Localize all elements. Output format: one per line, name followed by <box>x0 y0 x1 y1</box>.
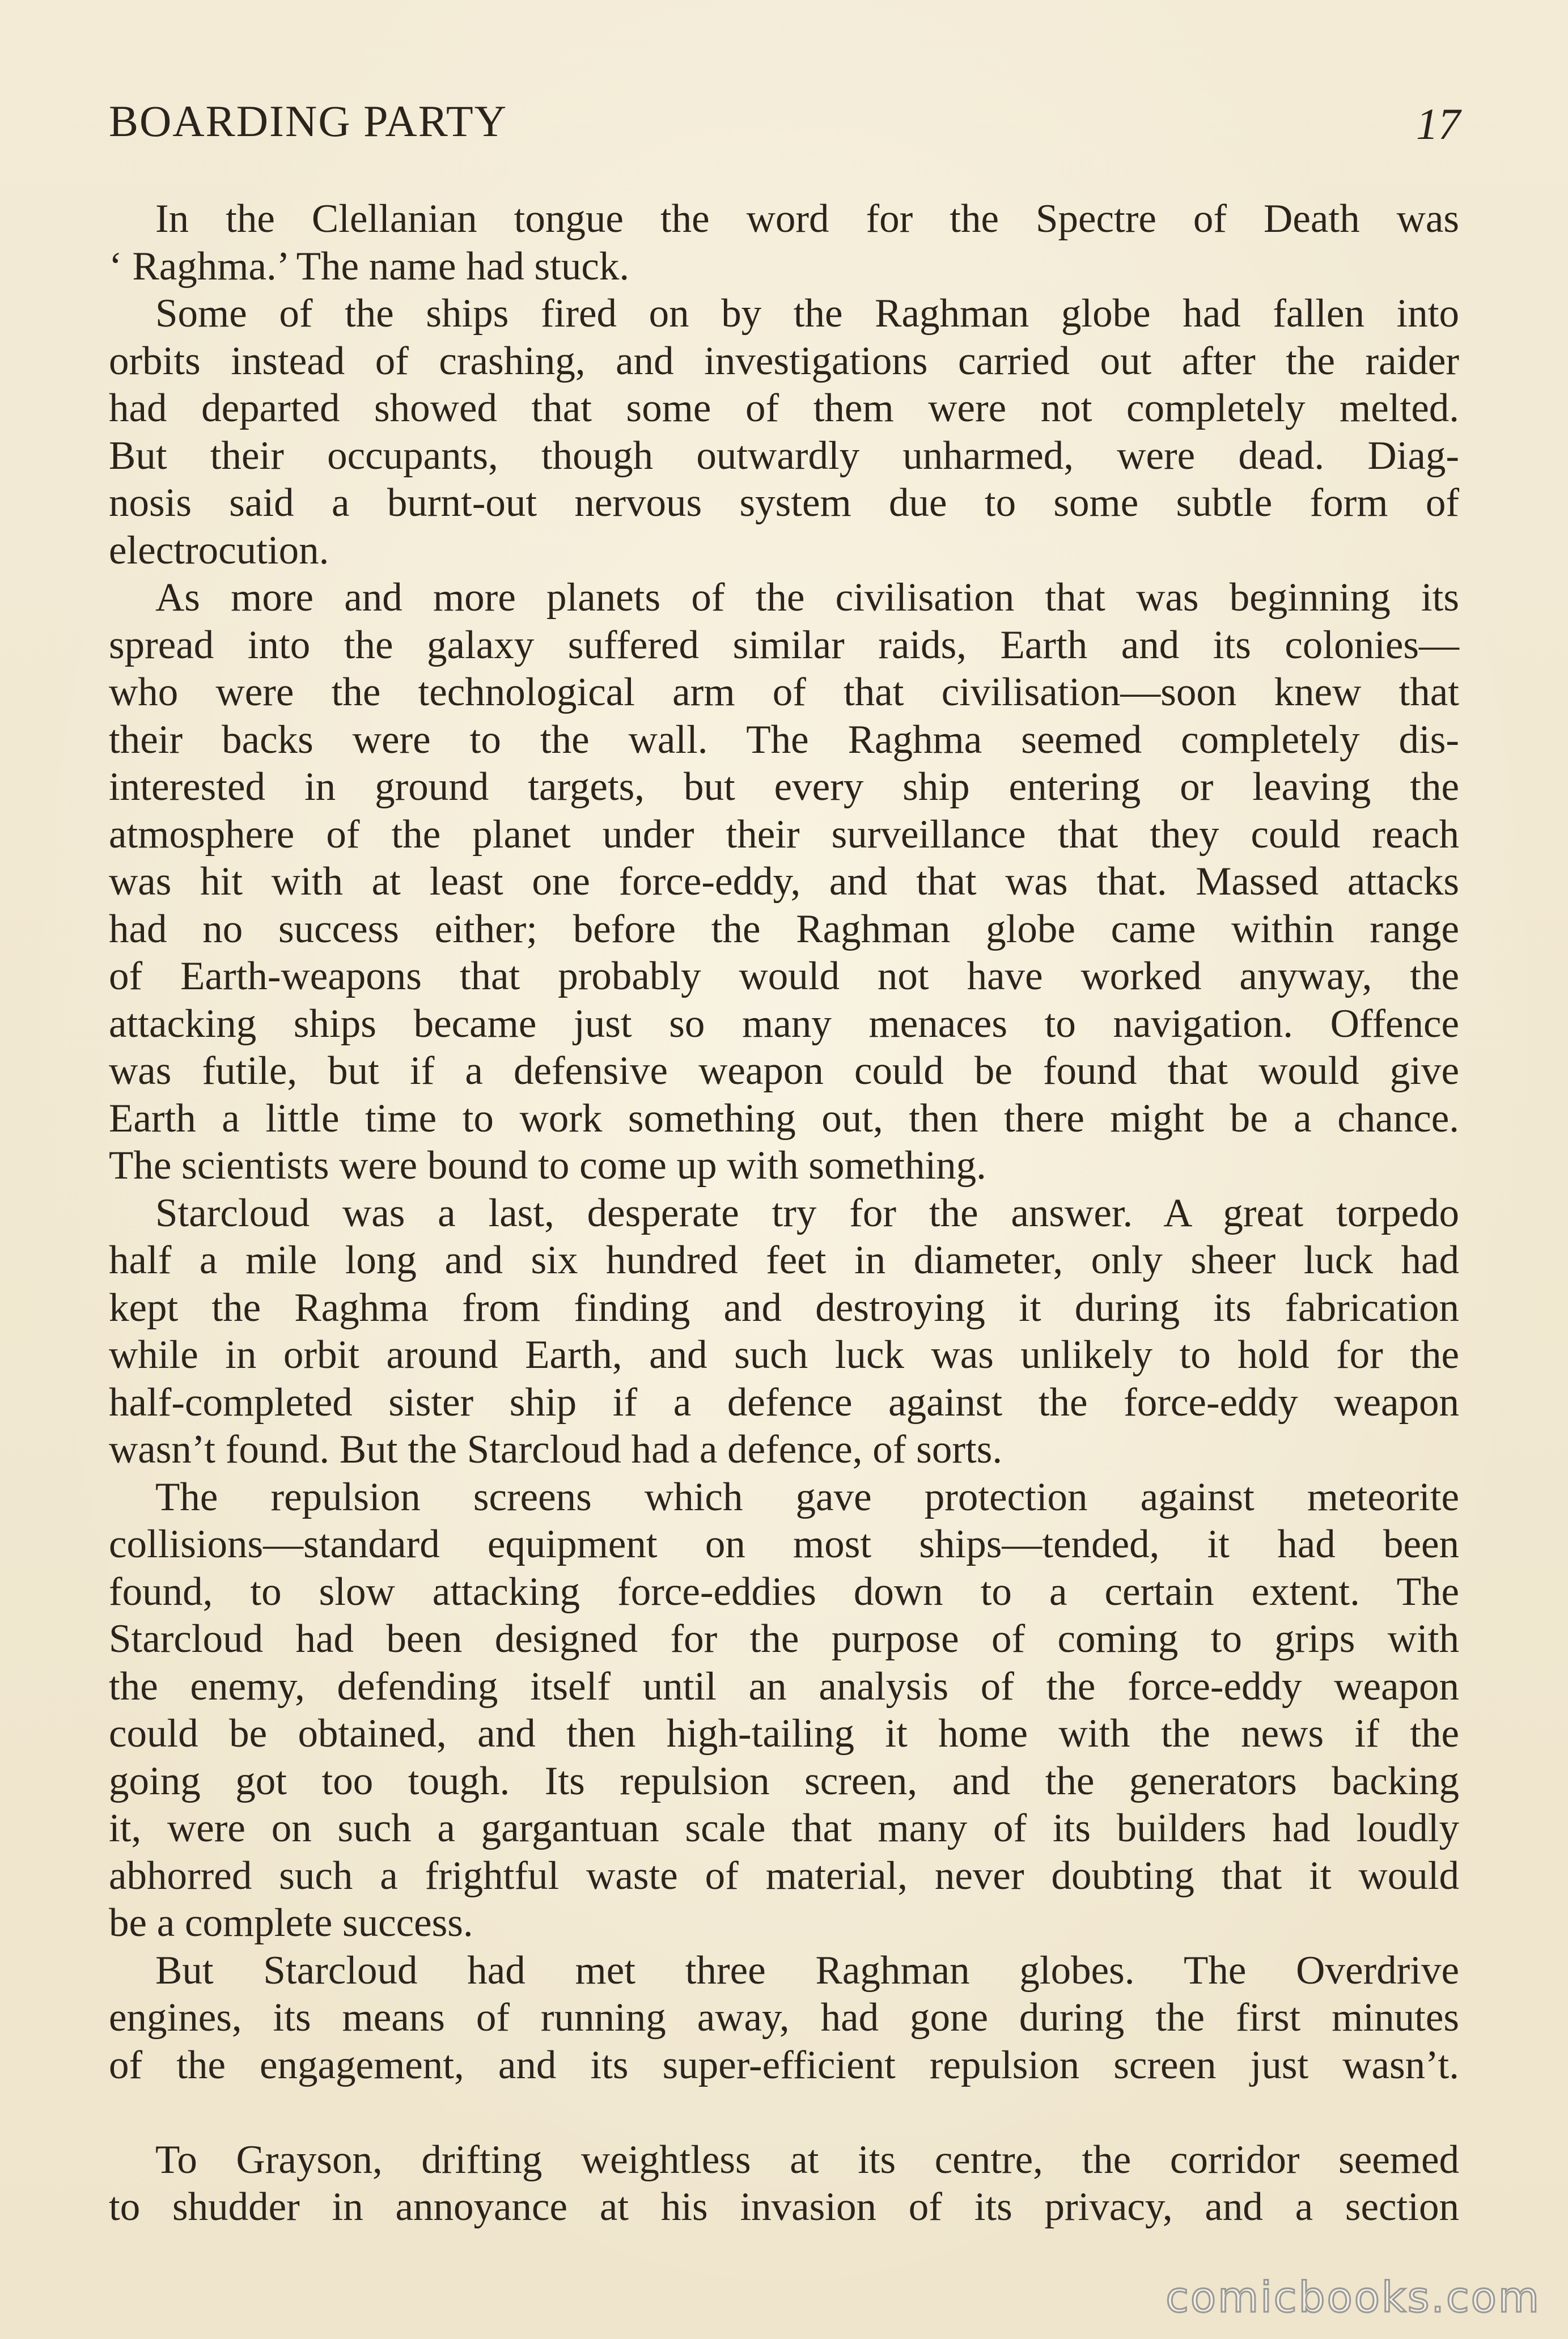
text-line: collisions—standard equipment on most ships—tended, it had been <box>109 1522 1459 1566</box>
page-number: 17 <box>1416 99 1460 149</box>
text-line: who were the technological arm of that civilisation—soon knew that <box>109 670 1459 714</box>
text-line: the enemy, defending itself until an analysis of the force-eddy weapon <box>109 1664 1459 1709</box>
text-line: But their occupants, though outwardly unharmed, were dead. Diag- <box>109 433 1459 478</box>
text-line: while in orbit around Earth, and such luck was unlikely to hold for the <box>109 1333 1459 1377</box>
text-line: atmosphere of the planet under their surveillance that they could reach <box>109 812 1459 857</box>
text-line: spread into the galaxy suffered similar raids, Earth and its colonies— <box>109 622 1459 667</box>
text-line: To Grayson, drifting weightless at its centre, the corridor seemed <box>155 2137 1459 2182</box>
text-line: attacking ships became just so many menaces to navigation. Offence <box>109 1001 1459 1046</box>
text-line: wasn’t found. But the Starcloud had a defence, of sorts. <box>109 1427 1003 1472</box>
text-line: of the engagement, and its super-efficient repulsion screen just wasn’t. <box>109 2043 1459 2087</box>
text-line: In the Clellanian tongue the word for the Spectre of Death was <box>155 197 1459 241</box>
text-line: Some of the ships fired on by the Raghman globe had fallen into <box>155 291 1459 336</box>
text-line: was futile, but if a defensive weapon could be found that would give <box>109 1049 1459 1093</box>
text-line: But Starcloud had met three Raghman globes. The Overdrive <box>155 1948 1459 1993</box>
section-break <box>109 2089 1459 2137</box>
text-line: engines, its means of running away, had gone during the first minutes <box>109 1995 1459 2040</box>
text-line: kept the Raghma from finding and destroying it during its fabrication <box>109 1285 1459 1330</box>
text-line: Starcloud had been designed for the purpose of coming to grips with <box>109 1617 1459 1661</box>
text-line: As more and more planets of the civilisation that was beginning its <box>155 575 1459 620</box>
text-line: Earth a little time to work something out, then there might be a chance. <box>109 1096 1459 1141</box>
text-line: had no success either; before the Raghman globe came within range <box>109 906 1459 951</box>
running-title: BOARDING PARTY <box>109 96 508 146</box>
text-line: The scientists were bound to come up with something. <box>109 1143 986 1188</box>
text-line: their backs were to the wall. The Raghma seemed completely dis- <box>109 717 1459 762</box>
text-line: be a complete success. <box>109 1901 473 1945</box>
text-line: The repulsion screens which gave protection against meteorite <box>155 1474 1459 1519</box>
text-line: interested in ground targets, but every ship entering or leaving the <box>109 765 1459 809</box>
text-line: of Earth-weapons that probably would not have worked anyway, the <box>109 954 1459 998</box>
text-line: electrocution. <box>109 528 329 573</box>
text-line: abhorred such a frightful waste of material, never doubting that it would <box>109 1853 1459 1898</box>
text-line: half-completed sister ship if a defence against the force-eddy weapon <box>109 1380 1459 1425</box>
text-line: found, to slow attacking force-eddies down to a certain extent. The <box>109 1569 1459 1614</box>
text-line: to shudder in annoyance at his invasion of its privacy, and a section <box>109 2185 1459 2229</box>
text-line: could be obtained, and then high-tailing it home with the news if the <box>109 1711 1459 1756</box>
text-line: orbits instead of crashing, and investigations carried out after the raider <box>109 338 1459 383</box>
text-line: had departed showed that some of them were not completely melted. <box>109 386 1459 430</box>
watermark-logo: comicbooks.com <box>1166 2273 1541 2322</box>
text-line: Starcloud was a last, desperate try for the answer. A great torpedo <box>155 1190 1459 1235</box>
text-line: nosis said a burnt-out nervous system due to some subtle form of <box>109 481 1459 525</box>
text-line: it, were on such a gargantuan scale that many of its builders had loudly <box>109 1806 1459 1850</box>
text-line: was hit with at least one force-eddy, and that was that. Massed attacks <box>109 859 1459 904</box>
body-text <box>109 196 1459 2231</box>
text-line: going got too tough. Its repulsion screen, and the generators backing <box>109 1759 1459 1803</box>
text-line: ‘ Raghma.’ The name had stuck. <box>109 244 630 289</box>
text-line: half a mile long and six hundred feet in diameter, only sheer luck had <box>109 1238 1459 1282</box>
